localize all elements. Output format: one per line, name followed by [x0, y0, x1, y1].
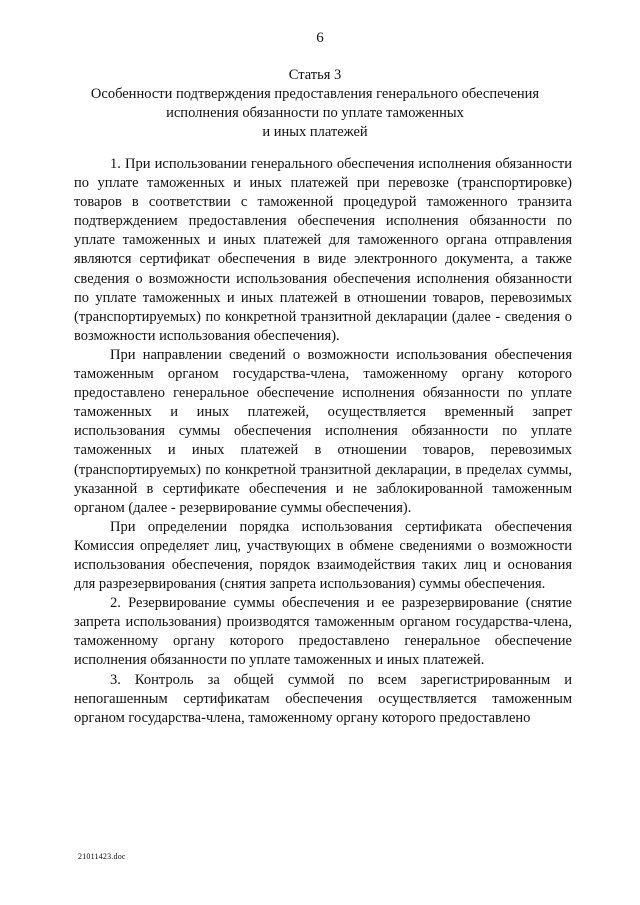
paragraph-1: 1. При использовании генерального обеспечения исполнения обязанности по уплате таможенных и иных платежей при перевозке (транспортировке) товаров в соответствии с таможенной процедурой таможенного транзита подтверждением предоставления обеспечения исполнения обязанности по уплате таможенных и иных платежей для таможенного органа отправления являются сертификат обеспечения в виде электронного документа, а также сведения о возможности использования обеспечения исполнения обязанности по уплате таможенных и иных платежей в отношении товаров, перевозимых (транспортируемых) по конкретной транзитной декларации (далее - сведения о возможности использования обеспечения).	[74, 156, 572, 344]
footer-file-name: 21011423.doc	[78, 852, 126, 861]
article-title-line-2: исполнения обязанности по уплате таможенных	[166, 105, 464, 121]
document-body	[74, 155, 572, 728]
paragraph-4: 2. Резервирование суммы обеспечения и ее разрезервирование (снятие запрета использования) производятся таможенным органом государства-члена, таможенному органу которого предоставлено генеральное обеспечение исполнения обязанности по уплате таможенных и иных платежей.	[74, 595, 572, 669]
page-number: 6	[316, 30, 324, 46]
article-heading	[60, 66, 570, 142]
article-title-line-3: и иных платежей	[262, 124, 368, 140]
paragraph-2: При направлении сведений о возможности использования обеспечения таможенным органом государства-члена, таможенному органу которого предоставлено генеральное обеспечение исполнения обязанности по уплате таможенных и иных платежей, осуществляется временный запрет использования суммы обеспечения исполнения обязанности по уплате таможенных и иных платежей в отношении товаров, перевозимых (транспортируемых) по конкретной транзитной декларации, в пределах суммы, указанной в сертификате обеспечения и не заблокированной таможенным органом (далее - резервирование суммы обеспечения).	[74, 346, 572, 516]
paragraph-5: 3. Контроль за общей суммой по всем зарегистрированным и непогашенным сертификатам обеспечения осуществляется таможенным органом государства-члена, таможенному органу которого предоставлено	[74, 671, 572, 726]
article-title-line-1: Особенности подтверждения предоставления генерального обеспечения	[90, 86, 540, 102]
article-label: Статья 3	[288, 67, 342, 83]
paragraph-3: При определении порядка использования сертификата обеспечения Комиссия определяет лиц, участвующих в обмене сведениями о возможности использования обеспечения, порядок взаимодействия таких лиц и основания для разрезервирования (снятия запрета использования) суммы обеспечения.	[74, 518, 572, 593]
